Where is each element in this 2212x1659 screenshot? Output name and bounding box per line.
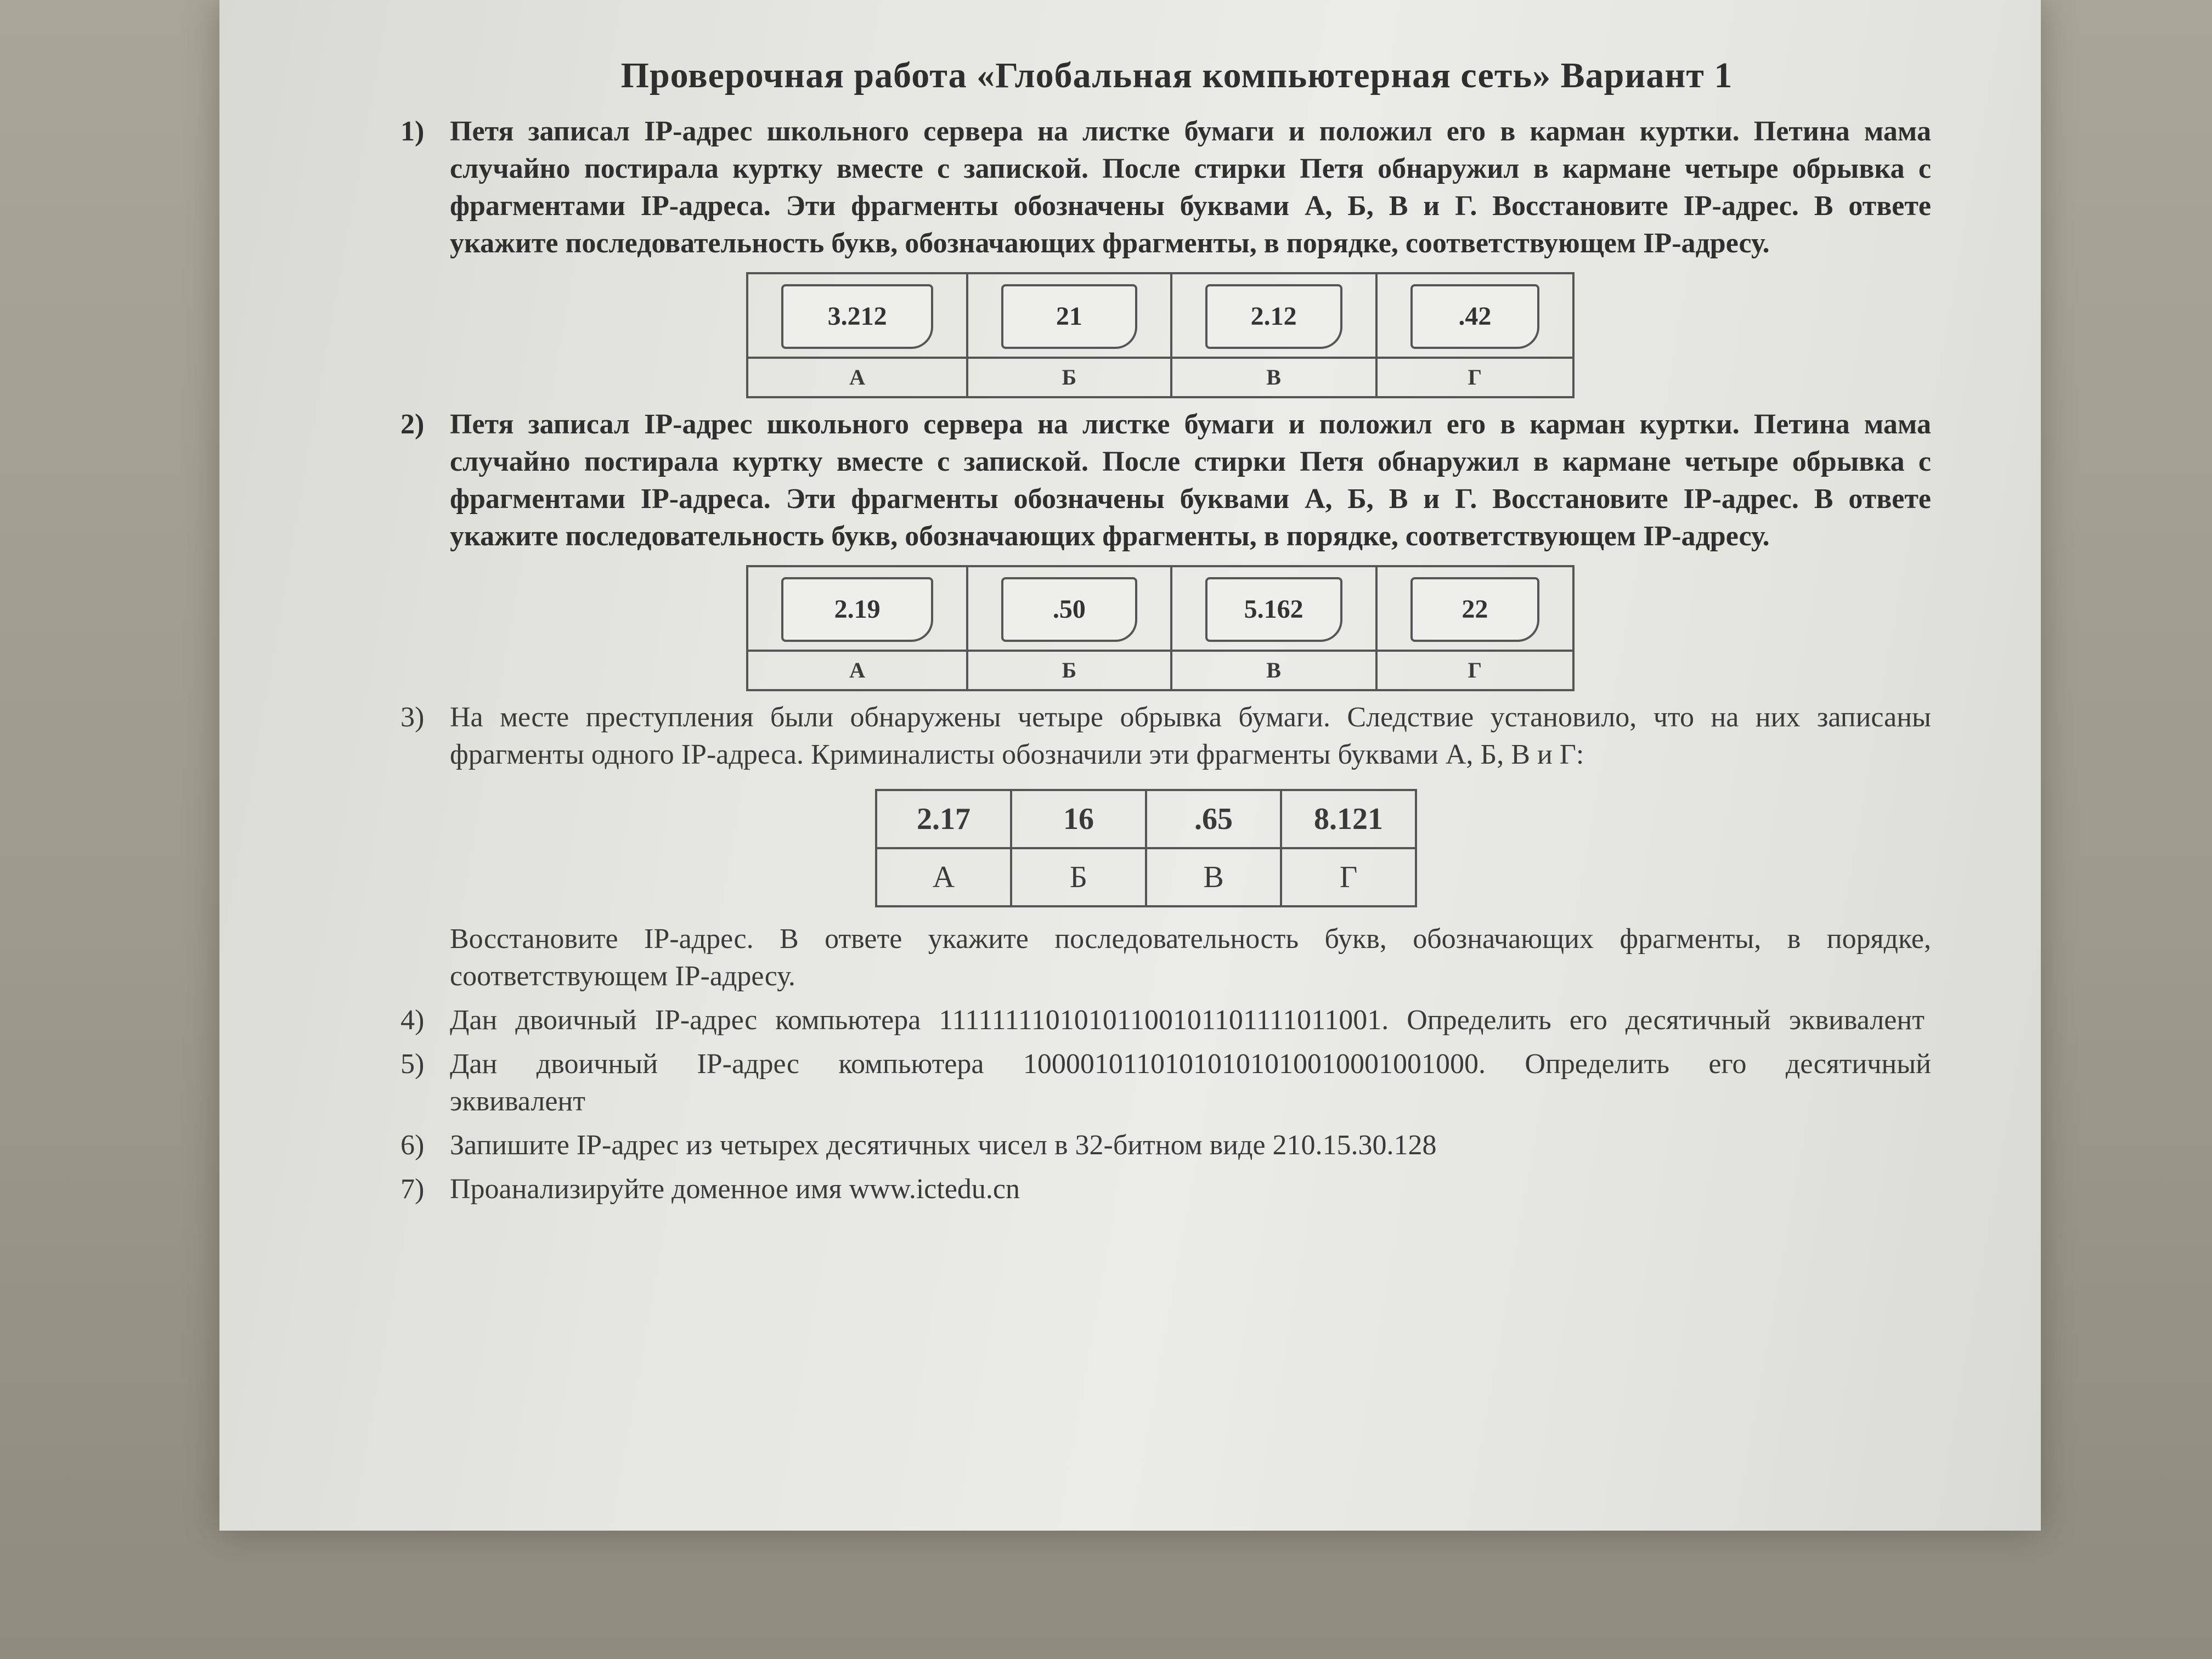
task-text: На месте преступления были обнаружены четыре обрывка бумаги. Следствие установило, что на них записаны фрагменты одного IP-адреса. Криминалисты обозначили эти фрагменты буквами А, Б, В и Г:	[450, 702, 1931, 770]
fragment-value: 16	[1011, 790, 1146, 848]
fragment-label: Б	[967, 651, 1171, 690]
fragment-cell	[1171, 566, 1376, 651]
fragment-label: А	[747, 651, 967, 690]
task-7	[400, 1171, 1931, 1208]
paper-fragment: 2.19	[781, 577, 933, 642]
task-number: 2)	[400, 409, 425, 440]
fragment-label: Г	[1281, 848, 1416, 906]
task-number: 5)	[400, 1048, 425, 1080]
fragment-cell	[1171, 273, 1376, 358]
fragment-cell	[967, 566, 1171, 651]
task-followup-text: Восстановите IP-адрес. В ответе укажите последовательность букв, обозначающих фрагменты, в порядке, соответствующем IP-адресу.	[450, 923, 1931, 992]
fragment-cell	[1376, 273, 1573, 358]
fragment-label: Б	[967, 358, 1171, 397]
task-number: 7)	[400, 1173, 425, 1205]
task-text: Петя записал IP-адрес школьного сервера на листке бумаги и положил его в карман куртки. Петина мама случайно постирала куртку вместе с запиской. После стирки Петя обнаружил в кармане четыре обрывка с фрагментами IP-адреса. Эти фрагменты обозначены буквами А, Б, В и Г. Восстановите IP-адрес. В ответе укажите последовательность букв, обозначающих фрагменты, в порядке, соответствующем IP-адресу.	[450, 116, 1931, 259]
fragments-table	[746, 272, 1575, 398]
task-4	[400, 1002, 1931, 1039]
fragment-label: Г	[1376, 651, 1573, 690]
fragment-value: .65	[1146, 790, 1281, 848]
fragment-cell	[967, 273, 1171, 358]
worksheet-page	[400, 55, 1931, 1208]
task-text: Запишите IP-адрес из четырех десятичных чисел в 32-битном виде 210.15.30.128	[450, 1130, 1437, 1161]
task-number: 3)	[400, 702, 425, 733]
task-3	[400, 699, 1931, 995]
fragment-cell	[747, 273, 967, 358]
fragment-value: 8.121	[1281, 790, 1416, 848]
paper-fragment: 21	[1001, 284, 1137, 349]
fragment-label: Г	[1376, 358, 1573, 397]
fragments-table	[875, 789, 1417, 907]
paper-fragment: .42	[1410, 284, 1539, 349]
task-number: 4)	[400, 1005, 425, 1036]
task-number: 1)	[400, 116, 425, 147]
paper-fragment: .50	[1001, 577, 1137, 642]
paper-fragment: 5.162	[1205, 577, 1342, 642]
task-text: Дан двоичный IP-адрес компьютера 10000101101010101010010001001000. Определить его десятичный эквивалент	[450, 1048, 1931, 1117]
task-5	[400, 1046, 1931, 1120]
fragment-label: А	[876, 848, 1011, 906]
monitor-screen	[219, 0, 2041, 1531]
fragments-table	[746, 565, 1575, 691]
page-title: Проверочная работа «Глобальная компьютерная сеть» Вариант 1	[620, 55, 1733, 95]
task-text: Петя записал IP-адрес школьного сервера на листке бумаги и положил его в карман куртки. Петина мама случайно постирала куртку вместе с запиской. После стирки Петя обнаружил в кармане четыре обрывка с фрагментами IP-адреса. Эти фрагменты обозначены буквами А, Б, В и Г. Восстановите IP-адрес. В ответе укажите последовательность букв, обозначающих фрагменты, в порядке, соответствующем IP-адресу.	[450, 409, 1931, 552]
fragment-label: В	[1146, 848, 1281, 906]
task-number: 6)	[400, 1130, 425, 1161]
task-text: Проанализируйте доменное имя www.ictedu.cn	[450, 1173, 1020, 1205]
fragment-label: В	[1171, 358, 1376, 397]
fragment-cell	[747, 566, 967, 651]
fragment-value: 2.17	[876, 790, 1011, 848]
task-text: Дан двоичный IP-адрес компьютера 11111111010101100101101111011001. Определить его десятичный эквивалент	[450, 1005, 1925, 1036]
paper-fragment: 22	[1410, 577, 1539, 642]
task-6	[400, 1127, 1931, 1164]
task-1	[400, 113, 1931, 398]
fragment-label: В	[1171, 651, 1376, 690]
fragment-label: Б	[1011, 848, 1146, 906]
paper-fragment: 2.12	[1205, 284, 1342, 349]
task-2	[400, 406, 1931, 691]
paper-fragment: 3.212	[781, 284, 933, 349]
fragment-cell	[1376, 566, 1573, 651]
fragment-label: А	[747, 358, 967, 397]
